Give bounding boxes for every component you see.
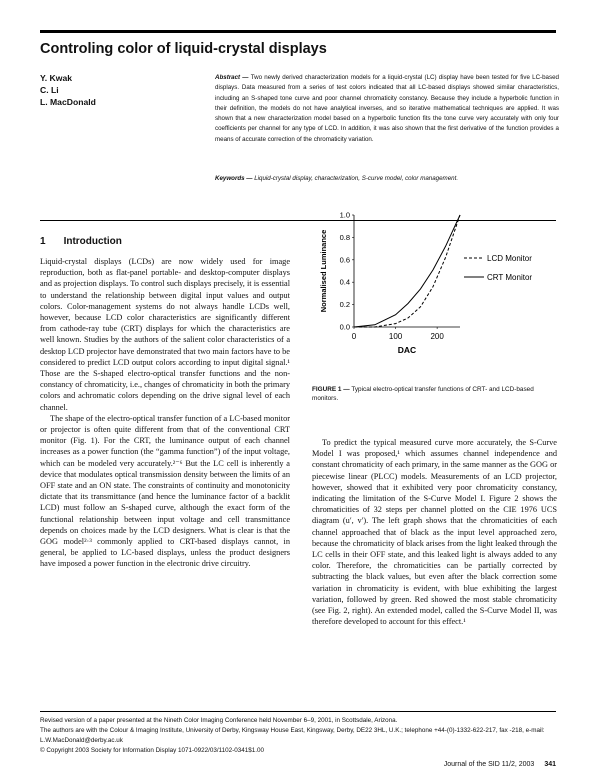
paragraph: Liquid-crystal displays (LCDs) are now widely used for image reproduction, both as flat-panel portable- and desktop-computer displays and as projection displays. To control such displays precisely, it is essential to understand the relationship between digital input values and output colors. Color-management systems do not always handle LCDs well, however, because LCD color characteristics are significantly different from cathode-ray tube (CRT) displays for which the characteristics are well known. Studies by the authors of the salient color characteristics of a desktop LCD projector have demonstrated that two main factors have to be considered to predict LCD output colors according to input digital signal.¹ Those are the S-shaped electro-optical transfer functions and the non-constancy of chromaticity, i.e., changes of chromaticity in both the primary colors and achromatic colors depending on the drive signal level of each channel. (40, 257, 290, 412)
transfer-function-chart (312, 203, 557, 383)
y-tick-label: 0.8 (339, 232, 350, 242)
series-line-1 (354, 215, 460, 327)
y-axis-label: Normalised Luminance (319, 229, 328, 313)
figure-caption-text: Typical electro-optical transfer functions of CRT- and LCD-based monitors. (312, 386, 534, 402)
series-line-2 (354, 215, 460, 327)
keywords-label: Keywords — (215, 175, 253, 182)
footnote-line: Revised version of a paper presented at the Nineth Color Imaging Conference held November 6–9, 2001, in Scottsdale, Arizona. (40, 717, 398, 724)
page-footer (444, 761, 556, 768)
abstract-label: Abstract — (215, 74, 249, 81)
author-list (40, 72, 96, 108)
x-axis-label: DAC (397, 345, 417, 355)
y-tick-label: 0.0 (339, 322, 350, 332)
legend-entry: CRT Monitor (487, 273, 533, 282)
author: L. MacDonald (40, 97, 96, 107)
keywords (215, 175, 559, 182)
abstract (215, 73, 559, 145)
right-column (312, 437, 557, 627)
x-tick-label: 200 (430, 332, 444, 341)
y-tick-label: 0.2 (339, 300, 350, 310)
footnote-line: © Copyright 2003 Society for Information Display 1071-0922/03/1102-0341$1.00 (40, 747, 265, 754)
y-tick-label: 1.0 (339, 210, 350, 220)
journal-name: Journal of the SID 11/2, 2003 (443, 761, 535, 768)
figure-caption (312, 386, 557, 404)
x-tick-label: 100 (388, 332, 403, 341)
top-rule (40, 30, 556, 33)
section-number: 1 (40, 236, 46, 247)
x-tick-label: 0 (351, 332, 357, 341)
legend-entry: LCD Monitor (487, 254, 532, 263)
author: C. Li (40, 85, 59, 95)
section-title: Introduction (63, 236, 122, 247)
left-column (40, 256, 290, 570)
abstract-text: Two newly derived characterization models for a liquid-crystal (LC) display have been tested for five LC-based displays. Data measured from a series of test colors indicated that all LC-based displays showed similar characteristics, including an S-shaped tone curve and poor channel chromaticity constancy. Because they include a hyperbolic function in their definition, the models do not have analytical inverses, and so iterative mathematical techniques are applied. It was shown that a new characterization model based on a hyperbolic function fits the tone curve very accurately with only four coefficients per channel for any type of LCD. In addition, it was also shown that the first derivative of the function provides a means of accurate correction of the chromaticity variation. (215, 74, 559, 143)
figure-1 (312, 203, 557, 388)
paper-title: Controling color of liquid-crystal displays (40, 41, 327, 57)
figure-caption-label: FIGURE 1 — (312, 386, 350, 393)
y-tick-label: 0.6 (339, 255, 350, 265)
footnote (40, 716, 556, 756)
paragraph: The shape of the electro-optical transfer function of a LC-based monitor or projector is often quite different from that of the conventional CRT monitor (Fig. 1). For the CRT, the luminance output of each channel increases as a power function (the “gamma function”) of the input voltage, which can be modeled very accurately.²⁻⁶ But the LC cell is inherently a device that modulates optical transmission density between the limits of an OFF state and an ON state. The constraints of continuity and monotonicity dictate that its transmittance (and hence the luminance factor of a backlit LCD) must follow an S-shaped curve, although the exact form of the functional relationship between input voltage and cell transmittance depends on choices made by the LCD designers. What is clear is that the GOG model²·³ commonly applied to CRT-based displays cannot, in general, be applied to LC-based displays, unless the product designers have imposed a power function in the electronic drive circuitry. (40, 413, 290, 569)
footnote-line: The authors are with the Colour & Imaging Institute, University of Derby, Kingsway House East, Kingsway, Derby, DE22 3HL, U.K.; telephone +44-(0)-1332-622-217, fax -218, e-mail: L.W.MacDonald@derby.ac.uk (40, 727, 545, 744)
section-heading (40, 236, 140, 247)
page-number: 341 (544, 761, 556, 768)
footnote-rule (40, 711, 556, 712)
author: Y. Kwak (40, 73, 73, 83)
keywords-text: Liquid-crystal display, characterization, S-curve model, color management. (254, 175, 459, 182)
paragraph: To predict the typical measured curve more accurately, the S-Curve Model I was proposed,¹ which assumes channel independence and constant chromaticity of each primary, in the same manner as the GOG or piecewise linear (PLCC) models. Measurements of an LCD projector, however, showed that it exhibited very poor chromaticity constancy, indicating the limitation of the S-Curve Model I. Figure 2 shows the chromaticities of 32 steps per channel plotted on the CIE 1976 UCS diagram (u′, v′). The left graph shows that the chromaticities of each channel approached that of black as the input level approached zero, because the chromaticity of black arises from the light leaked through the LC cells in their OFF state, and this leaked light is always added to any color. Therefore, the chromaticities can be partially corrected by subtracting the black values, but even after the black correction some variation in chromaticity is evident, with blue exhibiting the largest variation, followed by green. Red showed the most stable chromaticity (see Fig. 2, right). An extended model, called the S-Curve Model II, was therefore developed to account for this effect.¹ (312, 438, 557, 627)
y-tick-label: 0.4 (339, 277, 350, 287)
